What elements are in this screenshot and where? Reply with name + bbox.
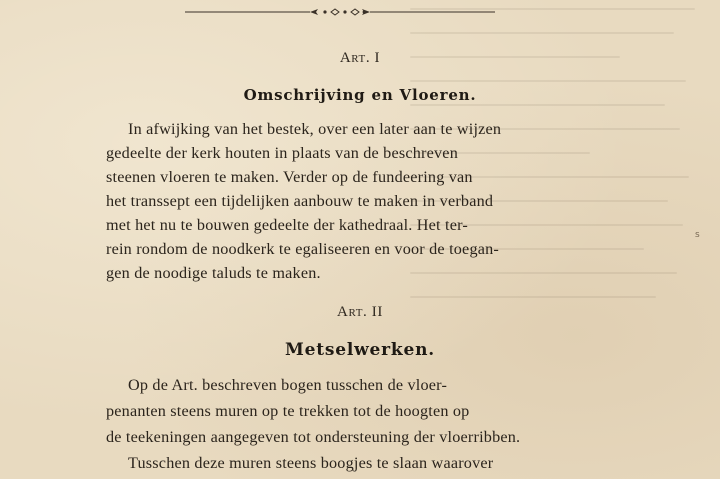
- header-ornament: [185, 6, 495, 18]
- article-1-line: het transsept een tijdelijken aanbouw te maken in verband: [106, 192, 494, 210]
- article-1-title: Omschrijving en Vloeren.: [243, 86, 477, 104]
- article-1-line: rein rondom de noodkerk te egaliseeren en voor de toegan-: [106, 240, 500, 258]
- article-2-line: penanten steens muren op te trekken tot de hoogten op: [106, 402, 470, 420]
- article-2-line: Tusschen deze muren steens boogjes te slaan waarover: [128, 454, 494, 472]
- article-1-line: met het nu te bouwen gedeelte der kathedraal. Het ter-: [106, 216, 468, 234]
- article-2-line: de teekeningen aangegeven tot ondersteuning der vloerribben.: [106, 428, 521, 446]
- article-1-line: steenen vloeren te maken. Verder op de fundeering van: [106, 168, 473, 186]
- article-1-line: In afwijking van het bestek, over een later aan te wijzen: [128, 120, 502, 138]
- article-2-label: Art. II: [337, 304, 383, 320]
- article-2-line: Op de Art. beschreven bogen tusschen de vloer-: [128, 376, 448, 394]
- article-1-line: gen de noodige taluds te maken.: [106, 264, 321, 282]
- article-2-title: Metselwerken.: [284, 340, 435, 360]
- article-1-line: gedeelte der kerk houten in plaats van de beschreven: [106, 144, 458, 162]
- article-1-label: Art. I: [339, 50, 381, 66]
- margin-mark: s: [695, 230, 700, 240]
